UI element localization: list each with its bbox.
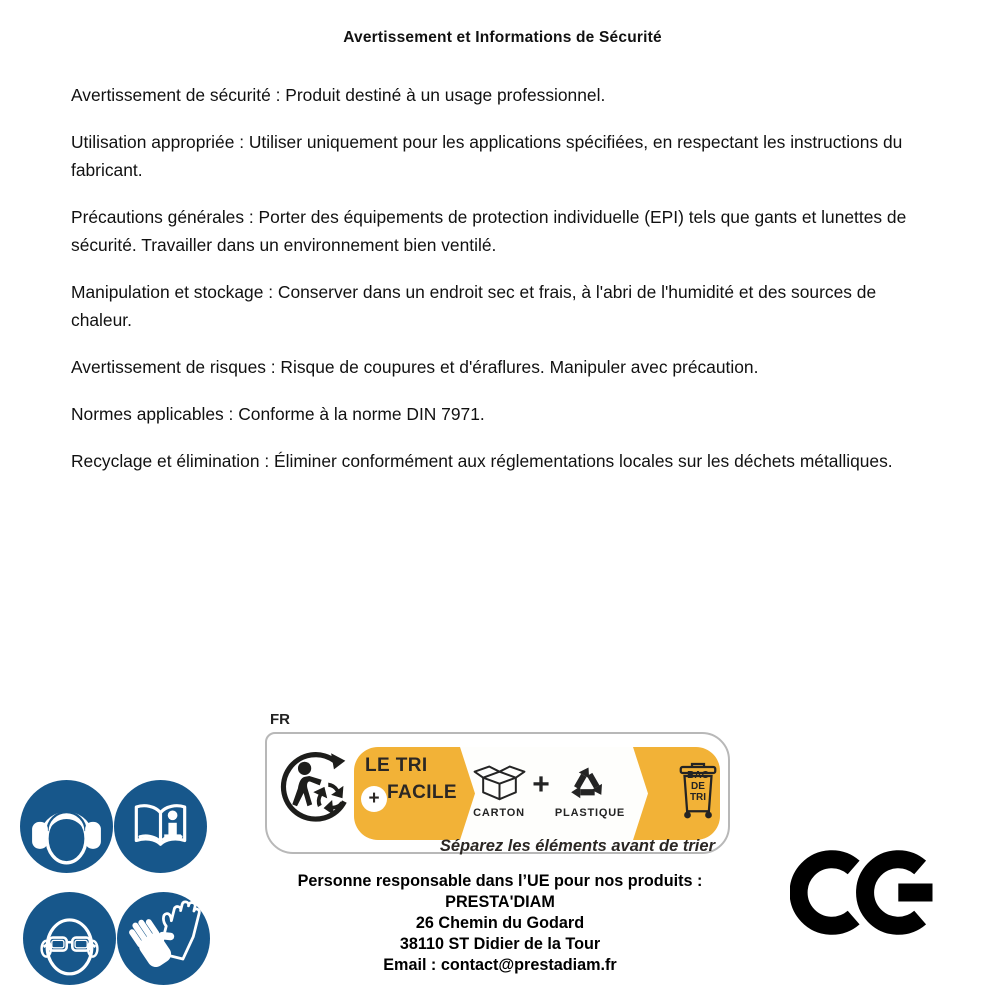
infotri-tagline: Séparez les éléments avant de trier (439, 837, 715, 855)
bin-text-line2: DE (691, 781, 705, 792)
tri-headline-line2: FACILE (387, 782, 457, 803)
paragraph-handling-storage: Manipulation et stockage : Conserver dans un endroit sec et frais, à l'abri de l'humidité et des sources de chaleur. (71, 282, 877, 330)
paragraph-risk-warning: Avertissement de risques : Risque de coupures et d'éraflures. Manipuler avec précaution. (71, 357, 759, 377)
paragraph-general-precautions: Précautions générales : Porter des équipements de protection individuelle (EPI) tels que gants et lunettes de sécurité. Travailler dans un environnement bien ventilé. (71, 207, 907, 255)
safety-paragraphs (71, 81, 941, 494)
fr-country-code: FR (270, 711, 290, 728)
ce-mark-icon (790, 845, 942, 940)
tri-plus-sign: + (368, 788, 380, 809)
triman-icon (279, 747, 351, 839)
gloves-icon (117, 892, 210, 985)
paragraph-recycling: Recyclage et élimination : Éliminer conformément aux réglementations locales sur les déchets métalliques. (71, 451, 893, 471)
infotri-recycling-label (265, 732, 730, 854)
paragraph-appropriate-use: Utilisation appropriée : Utiliser uniquement pour les applications spécifiées, en respectant les instructions du fabricant. (71, 132, 903, 180)
company-name: PRESTA'DIAM (445, 893, 555, 911)
eye-protection-icon (23, 892, 116, 985)
materials-plus-sign: + (532, 768, 550, 801)
contact-email: Email : contact@prestadiam.fr (383, 956, 617, 974)
tri-headline-line1: LE TRI (365, 755, 428, 776)
paragraph-standards: Normes applicables : Conforme à la norme DIN 7971. (71, 404, 485, 424)
tri-plus-icon (361, 786, 387, 812)
address-line2: 38110 ST Didier de la Tour (399, 935, 601, 953)
bin-text-line1: BAC (687, 770, 709, 781)
address-line1: 26 Chemin du Godard (415, 914, 585, 932)
bin-text (681, 770, 715, 803)
carton-label: CARTON (473, 807, 525, 819)
plastique-icon (562, 758, 612, 804)
read-manual-icon (114, 780, 207, 873)
page-title: Avertissement et Informations de Sécurité (343, 29, 662, 46)
carton-icon (472, 760, 527, 804)
paragraph-safety-warning: Avertissement de sécurité : Produit destiné à un usage professionnel. (71, 85, 606, 105)
ear-protection-icon (20, 780, 113, 873)
bin-text-line3: TRI (689, 792, 707, 803)
responsible-person-block (250, 871, 750, 976)
plastique-label: PLASTIQUE (554, 807, 626, 819)
responsible-intro: Personne responsable dans l’UE pour nos produits : (297, 872, 703, 890)
